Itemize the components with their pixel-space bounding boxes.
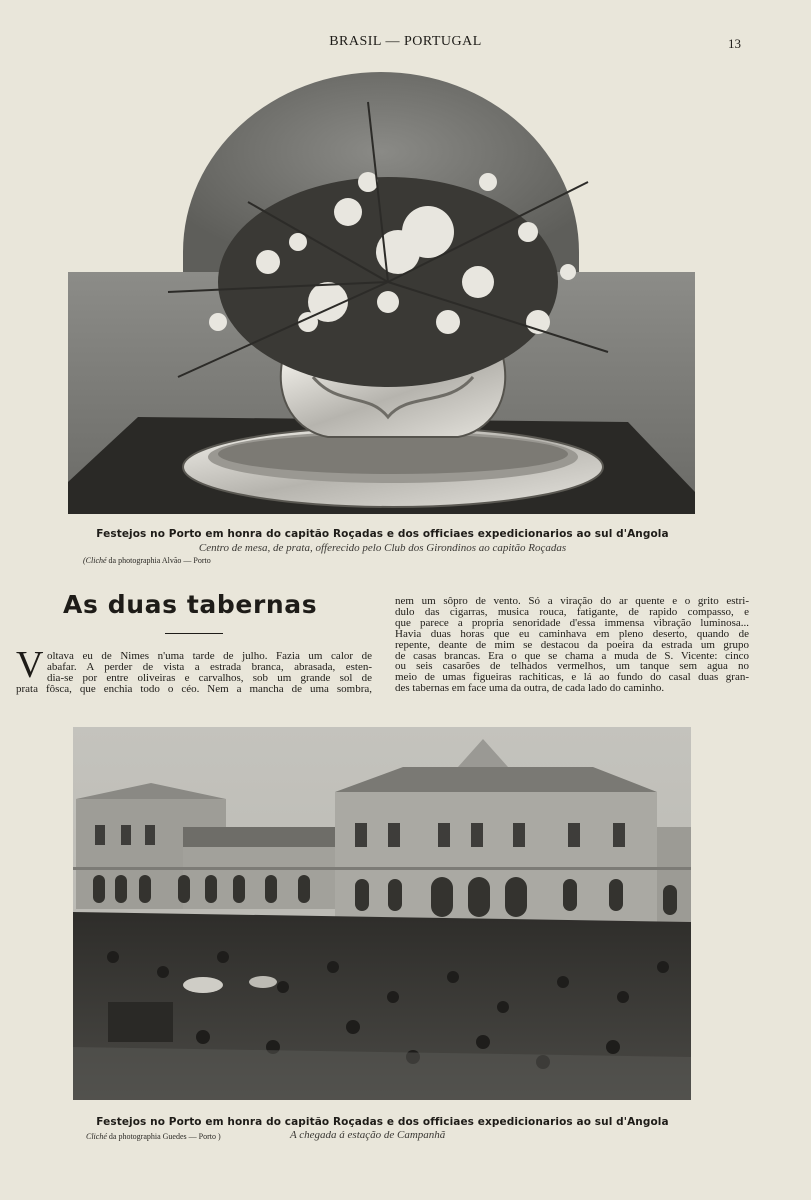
col1-line: oltava eu de Nimes n'uma tarde de julho. Fazia um calor de xyxy=(47,650,372,662)
top-photo-credit xyxy=(83,556,211,565)
article-column-2 xyxy=(395,596,749,694)
article-column-1 xyxy=(47,651,372,684)
top-photo-credit-prefix: (Cliché xyxy=(83,556,107,565)
col1-line: dia-se por entre oliveiras e carvalhos, sob um grande sol de xyxy=(47,671,372,684)
bottom-photo-caption-title: Festejos no Porto em honra do capitão Roçadas e dos officiaes expedicionarios ao sul d'Angola xyxy=(96,1116,669,1128)
page-number: 13 xyxy=(728,36,741,51)
top-photo-caption-title: Festejos no Porto em honra do capitão Roçadas e dos officiaes expedicionarios ao sul d'Angola xyxy=(96,528,669,540)
col2-line: des tabernas em face uma da outra, de cada lado do caminho. xyxy=(395,682,665,695)
page-header-title: BRASIL — PORTUGAL xyxy=(329,34,482,49)
col2-line: dulo das cigarras, musica rouca, fatigante, de rapido compasso, e xyxy=(395,605,749,618)
col1-line: abafar. A perder de vista a estrada branca, abrasada, esten- xyxy=(47,660,372,673)
drop-cap: V xyxy=(16,644,44,686)
col2-line: ou seis casarões de telhados vermelhos, um tanque sem agua no xyxy=(395,660,749,673)
title-divider xyxy=(165,633,223,634)
bottom-photo-credit xyxy=(86,1132,221,1141)
bottom-photo-caption-subtitle: A chegada á estação de Campanhã xyxy=(290,1129,446,1141)
col2-line: que parece a propria senoridade d'essa immensa vibração luminosa... xyxy=(395,616,749,629)
centerpiece-photo xyxy=(68,72,695,514)
col2-line: de casas brancas. Era o que se chama a muda de S. Vicente: cinco xyxy=(395,649,749,662)
col2-line: meio de umas figueiras rachiticas, e lá ao fundo do casal duas gran- xyxy=(395,671,749,684)
bottom-photo-credit-prefix: Cliché xyxy=(86,1132,107,1141)
station-photo xyxy=(73,727,691,1100)
top-photo-caption-subtitle: Centro de mesa, de prata, offerecido pelo Club dos Girondinos ao capitão Roçadas xyxy=(198,542,567,554)
col1-line: prata fôsca, que enchia todo o céo. Nem a mancha de uma sombra, xyxy=(16,682,372,695)
article-column-1-last xyxy=(16,684,372,695)
article-title: As duas tabernas xyxy=(63,590,318,619)
col2-line: repente, deante de mim se destacou da poeira da estrada um grupo xyxy=(395,638,749,651)
col2-line: Havia duas horas que eu caminhava em pleno deserto, quando de xyxy=(395,627,749,640)
col2-line: nem um sôpro de vento. Só a viração do ar quente e o grito estri- xyxy=(395,595,749,607)
bottom-photo-credit-text: da photographia Guedes — Porto ) xyxy=(108,1132,221,1141)
top-photo-credit-text: da photographia Alvão — Porto xyxy=(108,556,211,565)
